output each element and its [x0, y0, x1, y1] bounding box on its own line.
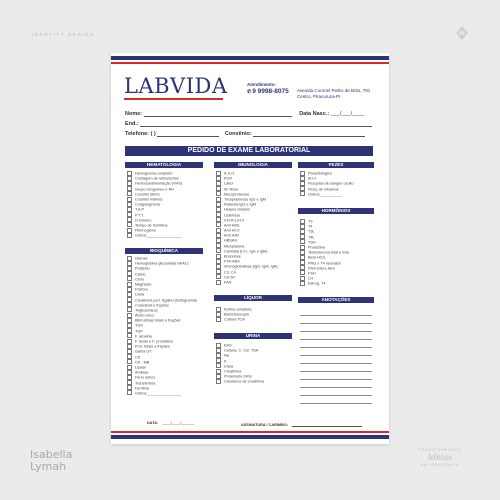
section-urina-header: URINA [214, 333, 292, 339]
top-navy-band [111, 56, 389, 60]
tagline-mark: TRANSFORMANDO Ideias EM IDENTIDADE [418, 448, 462, 467]
phone-number: ✆9 9998-8075 [247, 88, 289, 95]
checklist-item-label: T4L [308, 235, 315, 240]
notes-line[interactable] [300, 315, 372, 316]
checklist-item-label: Glicose [135, 256, 148, 261]
brand-logo: LABVIDA [124, 74, 228, 98]
checklist-item [300, 181, 354, 186]
checklist-item-label: F. alcalina [135, 334, 152, 339]
checklist-item-label: Herpes simples [224, 207, 251, 212]
notes-line[interactable] [300, 387, 372, 388]
checklist-item-label: T3L [308, 229, 315, 234]
lab-form-sheet [111, 53, 389, 444]
checklist-item-label: Cultura, C. Col. TSA [224, 348, 259, 353]
insurance-input-line[interactable] [253, 131, 365, 137]
checkbox[interactable] [300, 281, 305, 286]
phone-field-row [125, 131, 365, 137]
checklist-item-label: Clearence de creatinina [224, 379, 265, 384]
checklist-item-label: EAS [224, 343, 232, 348]
checklist-item [127, 233, 182, 238]
notes-line[interactable] [300, 331, 372, 332]
section-hematologia-header: HEMATOLOGIA [125, 162, 203, 168]
checklist-item-label: Estrog. T4 [308, 281, 326, 286]
checklist-item-label: Brucelose [224, 254, 241, 259]
checklist-item-label: TSH [308, 240, 316, 245]
checklist-item-label: Creatinina peri. Sgalbo (fosfogramia) [135, 298, 198, 302]
checklist-item-label: TGO [135, 323, 144, 328]
hormonios-list [300, 219, 349, 286]
name-field-row [125, 111, 364, 117]
checklist-item-label: Uréia [135, 292, 145, 297]
checklist-item-label: P.T.T. [135, 213, 145, 217]
checklist-item-label: Parasitológico [308, 171, 332, 176]
checklist-item-label: FAN [224, 280, 232, 285]
fezes-list [300, 171, 354, 197]
checklist-item-label: Outros:________________ [135, 233, 182, 238]
checklist-item-label: Látex [224, 181, 234, 186]
signature-label: ASSINATURA / CARIMBO: [241, 423, 289, 427]
checklist-item [300, 281, 349, 286]
checklist-item-label: Transferrina [135, 381, 156, 385]
hematologia-list [127, 171, 182, 238]
checklist-item-label: Listeriose [224, 213, 241, 217]
checklist-item-label: F. ácida e F. prostática [135, 339, 173, 344]
brand-underline [124, 98, 223, 100]
checklist-item-label: Micoplasma [224, 244, 245, 249]
checklist-item-label: Bilirrubinas totais e frações [135, 318, 181, 323]
checklist-item-label: T.A.P [135, 207, 145, 212]
whatsapp-icon: ✆ [247, 89, 252, 95]
section-anotacoes-header: ANOTAÇÕES [298, 297, 374, 303]
service-label: Atendimento: [247, 82, 276, 87]
notes-line[interactable] [300, 323, 372, 324]
checklist-item-label: C3, C4 [224, 270, 236, 275]
checklist-item [216, 379, 264, 384]
date-field [147, 421, 194, 425]
imunologia-list [216, 171, 278, 285]
checklist-item-label: PSA total e livre [308, 266, 335, 271]
notes-line[interactable] [300, 355, 372, 356]
checklist-item-label: TGP [135, 329, 143, 334]
checklist-item-label: Triglicerídeos [135, 308, 158, 313]
checklist-item [216, 280, 278, 285]
notes-line[interactable] [300, 395, 372, 396]
checklist-item [300, 192, 354, 197]
checklist-item-label: Beta HCG [308, 255, 326, 260]
checklist-item-label: A.S.O. [224, 171, 236, 176]
liquor-list [216, 307, 251, 323]
checklist-item-label: Grupo sanguíneo e RH [135, 187, 175, 192]
checklist-item-label: V.D.R.L/H.V [224, 218, 245, 223]
checkbox[interactable] [216, 379, 221, 384]
top-caption: IDENTITY DESIGN [32, 32, 95, 37]
checklist-item-label: Testosterona total e livre [308, 250, 350, 255]
checklist-item-label: Fósforo [135, 287, 148, 292]
checklist-item [127, 298, 197, 303]
checklist-item-label: Hemograma completo [135, 171, 173, 176]
section-hormonios-header: HORMÔNIOS [298, 208, 374, 214]
checklist-item [127, 391, 197, 396]
birth-label: Data Nasc.: [299, 111, 330, 117]
checklist-item-label: Anti HCV [224, 228, 240, 233]
checklist-item-label: Rubéola IgG e IgM [224, 202, 256, 207]
checkbox[interactable] [216, 317, 221, 322]
checklist-item-label: Imunoglobulinas (IgG, IgM, IgA) [224, 264, 278, 269]
checklist-item-label: Ácido úrico [135, 313, 154, 318]
address-input-line[interactable] [140, 121, 372, 127]
section-imunologia-header: IMUNOLOGIA [214, 162, 292, 168]
checklist-item-label: Clamídia (I.F.I. IgG e IgM) [224, 249, 268, 254]
checklist-item-label: Cálcio [135, 272, 146, 277]
name-input-line[interactable] [144, 111, 292, 117]
notes-line[interactable] [300, 371, 372, 372]
phone-label: Telefone: ( ) [125, 131, 156, 137]
signature-input-line[interactable] [292, 421, 362, 427]
checklist-item-label: Amilase [135, 370, 149, 375]
checklist-item-label: Mucoproteínas [224, 192, 250, 197]
checklist-item-label: Pesq. de rotavírus [308, 187, 339, 192]
checklist-item-label: Cultura TCA [224, 317, 245, 322]
section-fezes-header: FEZES [298, 162, 374, 168]
phone-input-line[interactable] [157, 131, 219, 137]
checklist-item-label: CK - MB [135, 360, 150, 365]
checklist-item-label: M.I.F [308, 176, 317, 181]
checkbox[interactable] [300, 191, 305, 196]
checklist-item-label: Na [224, 353, 229, 358]
checklist-item-label: Hemossedimentação (VHS) [135, 181, 183, 186]
checklist-item-label: FSH [308, 271, 316, 276]
checklist-item-label: PRG e T4 neonatal [308, 261, 341, 265]
checklist-item-label: Outros:__________ [308, 192, 342, 197]
checklist-item-label: Hemoglobina glicosilada HbA1c [135, 261, 189, 266]
checkbox[interactable] [216, 280, 221, 285]
checklist-item-label: Outros:________________ [135, 391, 182, 396]
insurance-label: Convênio: [224, 131, 252, 137]
checklist-item-label: Magnésio [135, 282, 152, 287]
checklist-item-label: FTA-ABS [224, 259, 240, 264]
section-liquor-header: LÍQUOR [214, 295, 292, 301]
checklist-item-label: Anti HBS [224, 223, 240, 228]
date-label: DATA: [147, 421, 159, 425]
checklist-item-label: CK [135, 355, 141, 360]
checklist-item-label: W. Rose [224, 187, 239, 192]
notes-line[interactable] [300, 403, 372, 404]
top-red-band [111, 62, 389, 64]
checklist-item-label: Anti HAV [224, 233, 240, 238]
checklist-item-label: Prolactina [308, 245, 325, 250]
checkbox[interactable] [127, 233, 132, 238]
checklist-item-label: Cloro [135, 277, 145, 282]
birth-input-line[interactable]: ___/___/____ [330, 111, 365, 117]
notes-line[interactable] [300, 379, 372, 380]
checklist-item-label: Pesquisa de sangue oculto [308, 181, 354, 186]
checklist-item-label: D-Dímero [135, 218, 152, 223]
designer-signature: Isabella Lymah [30, 448, 73, 473]
notes-line[interactable] [300, 363, 372, 364]
bottom-navy-band [111, 435, 389, 439]
checklist-item-label: T3 [308, 219, 313, 224]
checklist-item-label: Tempo de trombina [135, 223, 168, 228]
checklist-item-label: Coombs indireto [135, 197, 163, 202]
date-input-line[interactable]: ____/____/______ [162, 421, 194, 425]
checklist-item [127, 187, 182, 192]
checklist-item-label: Contagem de reticulócitos [135, 176, 179, 181]
checklist-item-label: Lípase [135, 365, 147, 370]
checklist-item-label: Ferro sérico [135, 375, 156, 380]
form-title: PEDIDO DE EXAME LABORATORIAL [125, 146, 373, 156]
checklist-item-label: CH 50 [224, 275, 235, 280]
address-label: End.: [125, 121, 139, 127]
checklist-item-label: Bacterioscopia [224, 312, 249, 317]
notes-line[interactable] [300, 347, 372, 348]
checklist-item [216, 264, 278, 269]
section-bioquimica-header: BIOQUÍMICA [125, 248, 203, 254]
checklist-item [216, 317, 251, 322]
name-label: Nome: [125, 111, 143, 117]
checklist-item-label: LH [308, 276, 313, 281]
checklist-item-label: Toxoplasmose IgG e IgM [224, 197, 266, 202]
checklist-item-label: Creatinina [224, 369, 242, 374]
checkbox[interactable] [127, 390, 132, 395]
checklist-item-label: PCR [224, 176, 233, 181]
bioquimica-list [127, 256, 197, 396]
checklist-item-label: Colesterol e frações [135, 303, 169, 308]
checklist-item-label: Rotina completa [224, 307, 252, 312]
urina-list [216, 343, 264, 385]
leaf-logo-icon [455, 26, 469, 40]
clinic-address: Avenida Coronel Pedro de Brito, 791 Centro, Piracuruca-PI. [297, 88, 371, 99]
bottom-red-band [111, 431, 389, 433]
checklist-item-label: Coagulograma [135, 202, 160, 207]
address-field-row [125, 121, 372, 127]
checklist-item-label: Fibrinogênio [135, 228, 156, 233]
checklist-item-label: Ferritina [135, 386, 149, 391]
checklist-item-label: Potássio [135, 266, 150, 271]
checklist-item-label: K [224, 359, 227, 364]
checklist-item-label: HBSAG [224, 238, 238, 243]
checklist-item [127, 181, 182, 186]
checklist-item-label: Coombs direto [135, 192, 160, 197]
notes-line[interactable] [300, 339, 372, 340]
checklist-item-label: Prot. totais e frações [135, 344, 170, 349]
checklist-item-label: T4 [308, 224, 313, 229]
checklist-item-label: Gama GT [135, 349, 152, 354]
checklist-item-label: Uréia [224, 364, 234, 369]
signature-field [241, 421, 362, 427]
checklist-item-label: Proteinúria 24hs [224, 374, 252, 379]
